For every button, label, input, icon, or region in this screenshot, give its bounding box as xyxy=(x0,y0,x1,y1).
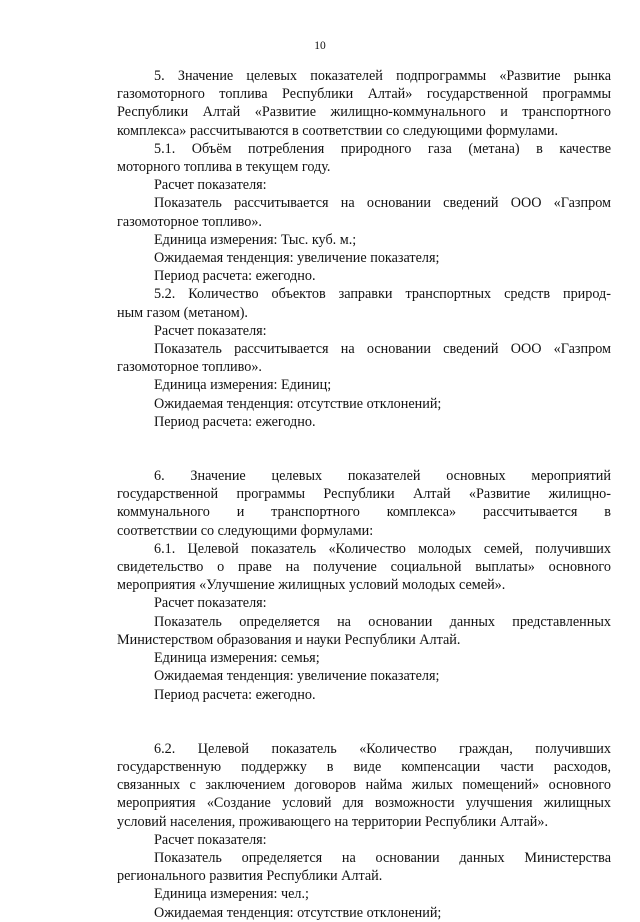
section-spacer xyxy=(117,704,611,740)
item-6-1-title-line-3: мероприятия «Улучшение жилищных условий молодых семей». xyxy=(117,577,506,594)
item-5-2-unit: Единица измерения: Единиц; xyxy=(154,377,332,394)
item-6-2-trend: Ожидаемая тенденция: отсутствие отклонений; xyxy=(154,904,442,921)
section-5-heading-line-4: комплекса» рассчитываются в соответствии со следующими формулами. xyxy=(117,122,559,139)
section-6-heading-line-2: государственной программы Республики Алтай «Развитие жилищно- xyxy=(117,486,611,503)
item-6-2-title-line-1: 6.2. Целевой показатель «Количество граждан, получивших xyxy=(154,740,611,757)
item-5-1-period: Период расчета: ежегодно. xyxy=(154,268,316,285)
item-6-2-title-line-4: мероприятия «Создание условий для возможности улучшения жилищных xyxy=(117,795,611,812)
item-6-1-source-line-2: Министерством образования и науки Республики Алтай. xyxy=(117,631,461,648)
section-5-heading-line-3: Республики Алтай «Развитие жилищно-коммунального и транспортного xyxy=(117,104,611,121)
item-6-2-calc-label: Расчет показателя: xyxy=(154,831,267,848)
section-spacer xyxy=(117,431,611,467)
section-6-heading-line-3: коммунального и транспортного комплекса» рассчитывается в xyxy=(117,504,611,521)
item-5-2-title-line-1: 5.2. Количество объектов заправки транспортных средств природ- xyxy=(154,286,611,303)
item-6-1-source-line-1: Показатель определяется на основании данных представленных xyxy=(154,613,611,630)
item-6-1-unit: Единица измерения: семья; xyxy=(154,650,320,667)
page-number: 10 xyxy=(314,40,326,52)
item-5-2-period: Период расчета: ежегодно. xyxy=(154,413,316,430)
item-5-1-trend: Ожидаемая тенденция: увеличение показателя; xyxy=(154,250,440,267)
section-6-heading-line-1: 6. Значение целевых показателей основных мероприятий xyxy=(154,468,611,485)
item-5-2-title-line-2: ным газом (метаном). xyxy=(117,304,248,321)
item-6-2-title-line-5: условий населения, проживающего на территории Республики Алтай». xyxy=(117,813,548,830)
section-6-heading-line-4: соответствии со следующими формулами: xyxy=(117,522,374,539)
item-6-2-source-line-1: Показатель определяется на основании данных Министерства xyxy=(154,849,611,866)
item-6-1-period: Период расчета: ежегодно. xyxy=(154,686,316,703)
item-5-1-source-line-2: газомоторное топливо». xyxy=(117,213,262,230)
item-5-1-unit: Единица измерения: Тыс. куб. м.; xyxy=(154,231,357,248)
item-6-1-title-line-1: 6.1. Целевой показатель «Количество молодых семей, получивших xyxy=(154,540,611,557)
item-5-2-trend: Ожидаемая тенденция: отсутствие отклонений; xyxy=(154,395,442,412)
item-5-2-calc-label: Расчет показателя: xyxy=(154,322,267,339)
item-6-1-trend: Ожидаемая тенденция: увеличение показателя; xyxy=(154,668,440,685)
section-5-heading-line-2: газомоторного топлива Республики Алтай» государственной программы xyxy=(117,86,611,103)
item-6-2-title-line-2: государственную поддержку в виде компенсации части расходов, xyxy=(117,758,611,775)
item-6-2-source-line-2: регионального развития Республики Алтай. xyxy=(117,868,383,885)
item-5-2-source-line-1: Показатель рассчитывается на основании сведений ООО «Газпром xyxy=(154,341,611,358)
document-body xyxy=(117,67,611,922)
item-5-1-calc-label: Расчет показателя: xyxy=(154,177,267,194)
item-5-2-source-line-2: газомоторное топливо». xyxy=(117,359,262,376)
item-6-1-calc-label: Расчет показателя: xyxy=(154,595,267,612)
item-5-1-source-line-1: Показатель рассчитывается на основании сведений ООО «Газпром xyxy=(154,195,611,212)
item-6-2-title-line-3: связанных с заключением договоров найма жилых помещений» основного xyxy=(117,777,611,794)
item-6-1-title-line-2: свидетельство о праве на получение социальной выплаты» основного xyxy=(117,559,611,576)
item-6-2-unit: Единица измерения: чел.; xyxy=(154,886,309,903)
section-5-heading-line-1: 5. Значение целевых показателей подпрограммы «Развитие рынка xyxy=(154,68,611,84)
item-5-1-title-line-1: 5.1. Объём потребления природного газа (метана) в качестве xyxy=(154,140,611,157)
item-5-1-title-line-2: моторного топлива в текущем году. xyxy=(117,159,331,176)
